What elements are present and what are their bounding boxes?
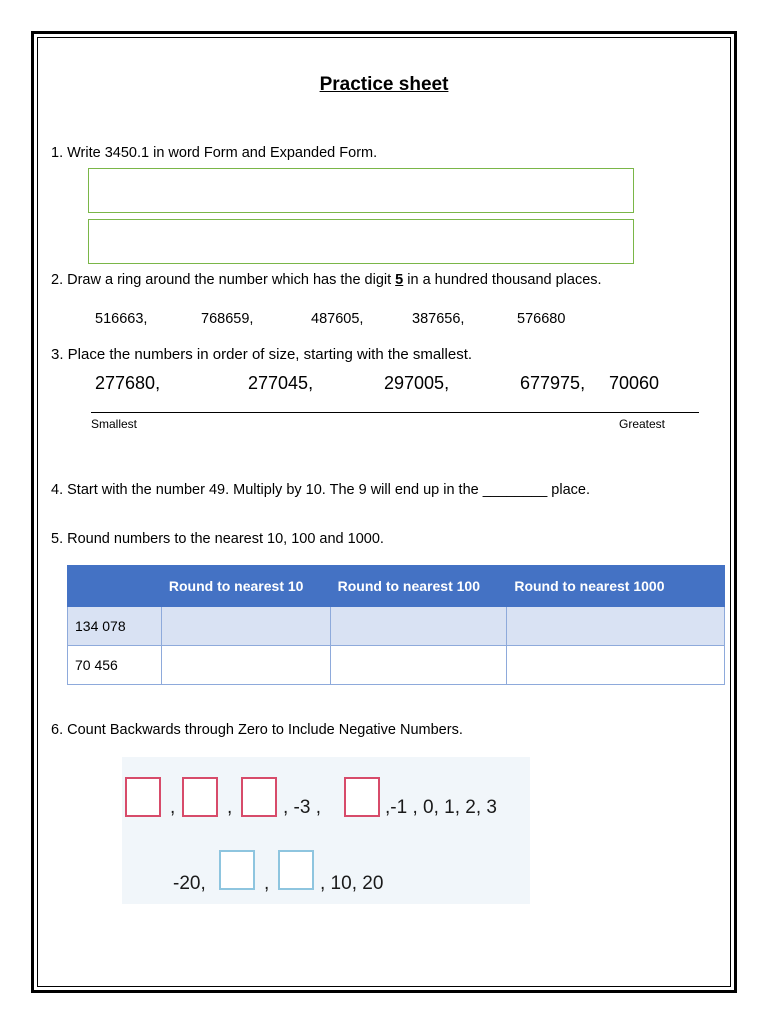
table-cell-number: 134 078 (68, 607, 162, 646)
q3-number: 297005, (384, 373, 450, 393)
table-row (68, 646, 725, 685)
blank-box-red[interactable] (241, 777, 277, 817)
q3-number: 677975, (520, 373, 586, 393)
q2-number[interactable]: 487605, (311, 311, 364, 327)
table-header-cell: Round to nearest 1000 (507, 566, 725, 607)
question-2-text-before: 2. Draw a ring around the number which has the digit (51, 272, 396, 288)
sequence-text-minus-3: , -3 , (283, 797, 322, 818)
table-cell-answer[interactable] (161, 646, 330, 685)
separator-comma: , (227, 797, 233, 818)
separator-comma: , (170, 797, 176, 818)
blank-box-red[interactable] (344, 777, 380, 817)
table-cell-answer[interactable] (507, 607, 725, 646)
table-cell-answer[interactable] (330, 646, 507, 685)
q2-number[interactable]: 768659, (201, 311, 254, 327)
blank-box-blue[interactable] (278, 850, 314, 890)
blank-box-red[interactable] (125, 777, 161, 817)
greatest-label: Greatest (619, 417, 666, 431)
order-answer-line[interactable] (91, 412, 699, 413)
rounding-table (67, 565, 725, 685)
question-3: 3. Place the numbers in order of size, starting with the smallest. (51, 346, 473, 363)
sequence-text-minus-20: -20, (173, 873, 206, 894)
question-6: 6. Count Backwards through Zero to Include Negative Numbers. (51, 722, 463, 738)
table-header-row (68, 566, 725, 607)
separator-comma: , (264, 873, 270, 894)
question-2 (51, 272, 602, 288)
question-2-digit: 5 (395, 272, 404, 288)
blank-box-blue[interactable] (219, 850, 255, 890)
q2-number[interactable]: 387656, (412, 311, 465, 327)
question-1: 1. Write 3450.1 in word Form and Expanded Form. (51, 145, 378, 161)
table-row (68, 607, 725, 646)
q3-number: 277045, (248, 373, 314, 393)
question-4: 4. Start with the number 49. Multiply by 10. The 9 will end up in the ________ place. (51, 482, 590, 498)
q2-number[interactable]: 516663, (95, 311, 148, 327)
q3-number: 277680, (95, 373, 161, 393)
question-5: 5. Round numbers to the nearest 10, 100 and 1000. (51, 531, 384, 547)
table-header-cell: Round to nearest 100 (330, 566, 507, 607)
q2-number[interactable]: 576680 (517, 311, 566, 327)
sequence-text-tail: ,-1 , 0, 1, 2, 3 (385, 797, 497, 818)
count-backwards-panel (122, 757, 530, 904)
table-cell-answer[interactable] (507, 646, 725, 685)
q3-number: 70060 (609, 373, 660, 393)
table-cell-answer[interactable] (330, 607, 507, 646)
page-title: Practice sheet (319, 74, 449, 95)
answer-box-expanded-form[interactable] (88, 219, 634, 264)
sequence-text-tail: , 10, 20 (320, 873, 384, 894)
table-cell-number: 70 456 (68, 646, 162, 685)
smallest-label: Smallest (91, 417, 138, 431)
answer-box-word-form[interactable] (88, 168, 634, 213)
table-header-cell: Round to nearest 10 (161, 566, 330, 607)
table-header-cell (68, 566, 162, 607)
table-cell-answer[interactable] (161, 607, 330, 646)
blank-box-red[interactable] (182, 777, 218, 817)
question-2-text-after: in a hundred thousand places. (403, 272, 602, 288)
